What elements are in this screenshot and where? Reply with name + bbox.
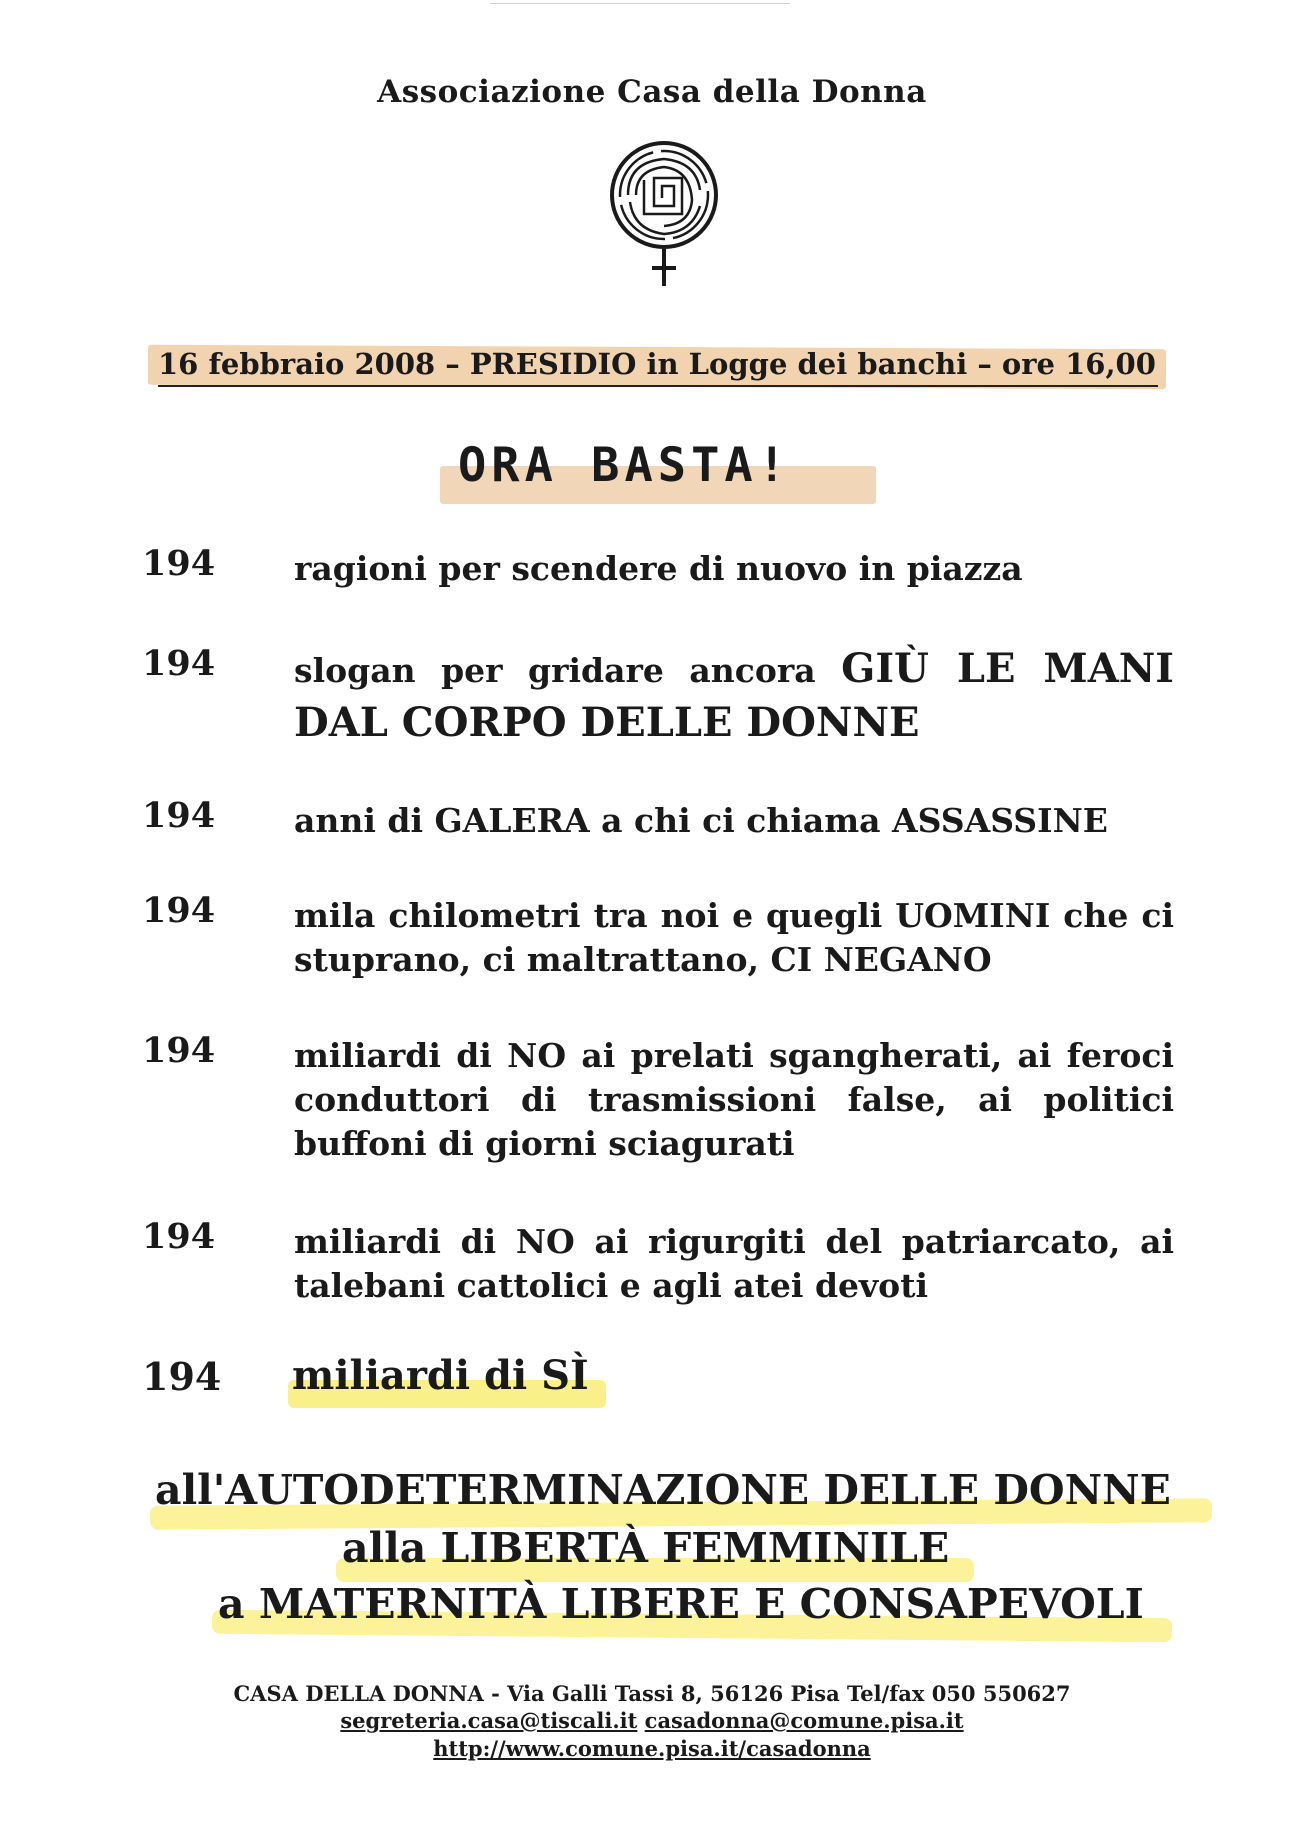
closing-line-2: alla LIBERTÀ FEMMINILE	[342, 1524, 950, 1572]
item-text-emphasis: GIÙ LE MANI DAL CORPO DELLE DONNE	[294, 645, 1174, 746]
footer-emails	[0, 1708, 1304, 1733]
item-text-part: slogan per gridare ancora	[294, 651, 842, 690]
item-text: miliardi di NO ai rigurgiti del patriarcato, ai talebani cattolici e agli atei devoti	[294, 1222, 1174, 1305]
item-text: mila chilometri tra noi e quegli UOMINI che ci stuprano, ci maltrattano, CI NEGANO	[294, 896, 1174, 979]
footer-address: CASA DELLA DONNA - Via Galli Tassi 8, 56126 Pisa Tel/fax 050 550627	[233, 1681, 1071, 1706]
item-number: 194	[142, 1030, 216, 1071]
venus-maze-logo-icon	[608, 140, 720, 286]
website-link[interactable]: http://www.comune.pisa.it/casadonna	[433, 1736, 871, 1761]
item-number: 194	[142, 795, 216, 836]
item-text	[294, 643, 1174, 751]
item-number: 194	[142, 543, 216, 584]
scan-edge-line	[490, 3, 790, 4]
event-banner	[148, 343, 1166, 389]
item-number: 194	[142, 890, 216, 931]
closing-line-3: a MATERNITÀ LIBERE E CONSAPEVOLI	[218, 1580, 1144, 1628]
item-number: 194	[142, 643, 216, 684]
footer-website	[0, 1736, 1304, 1761]
item-number: 194	[142, 1216, 216, 1257]
item-text: miliardi di SÌ	[292, 1352, 589, 1399]
item-text: miliardi di NO ai prelati sgangherati, ai feroci conduttori di trasmissioni false, ai politici buffoni di giorni sciagurati	[294, 1036, 1174, 1163]
event-date-line: 16 febbraio 2008 – PRESIDIO in Logge dei banchi – ore 16,00	[158, 345, 1158, 387]
item-number: 194	[142, 1354, 222, 1399]
item-text: ragioni per scendere di nuovo in piazza	[294, 549, 1023, 588]
closing-line-1: all'AUTODETERMINAZIONE DELLE DONNE	[155, 1466, 1171, 1514]
headline: ORA BASTA!	[458, 438, 791, 493]
headline-block	[440, 438, 876, 506]
email-link-1[interactable]: segreteria.casa@tiscali.it	[340, 1708, 638, 1733]
item-text: anni di GALERA a chi ci chiama ASSASSINE	[294, 801, 1108, 840]
email-link-2[interactable]: casadonna@comune.pisa.it	[644, 1708, 964, 1733]
organization-title: Associazione Casa della Donna	[377, 74, 927, 110]
